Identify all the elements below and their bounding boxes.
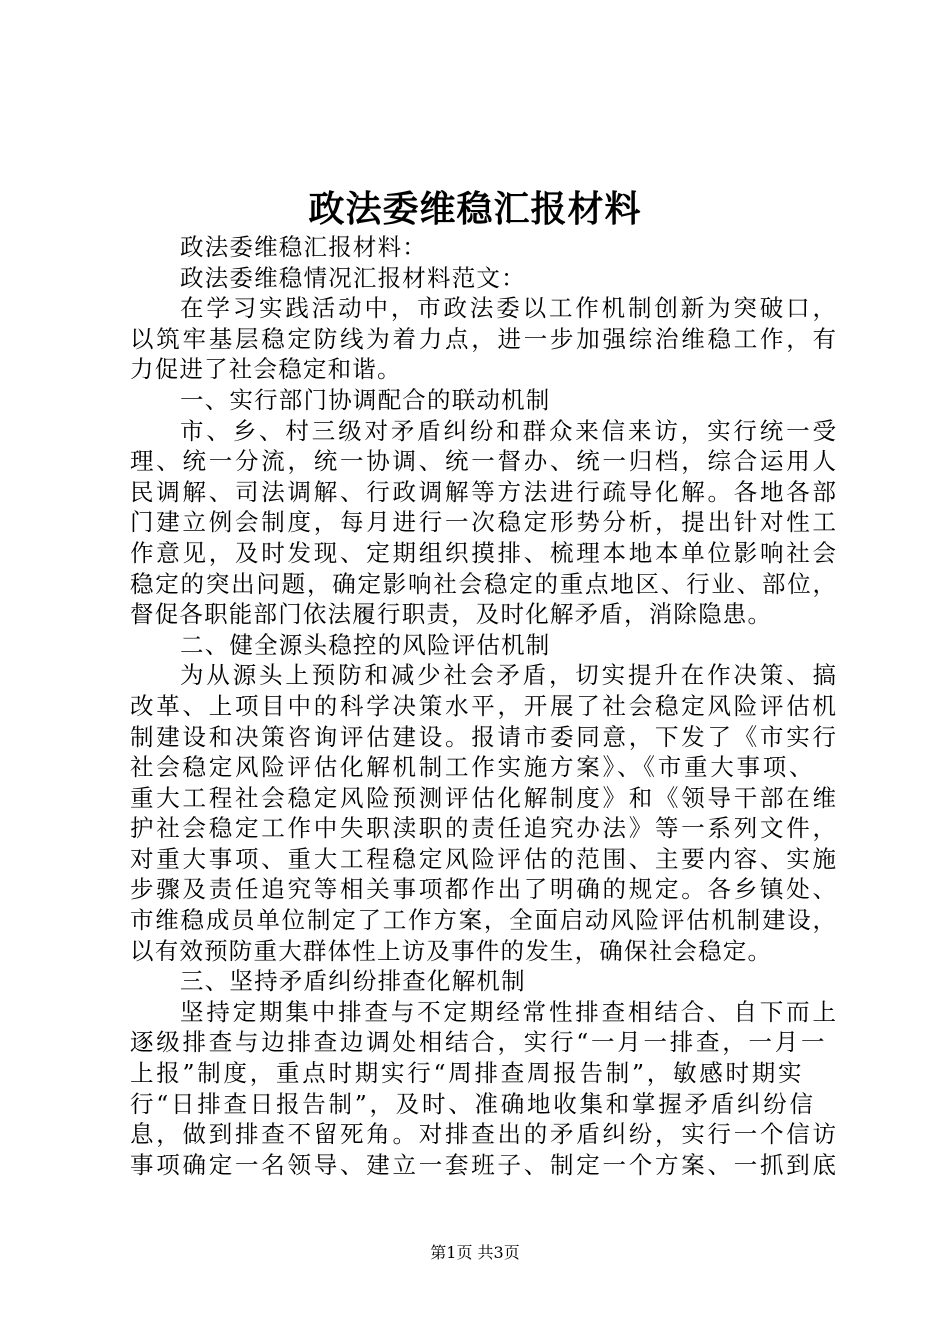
body-line: 为从源头上预防和减少社会矛盾，切实提升在作决策、搞 (180, 661, 839, 690)
body-line: 息，做到排查不留死角。对排查出的矛盾纠纷，实行一个信访 (130, 1120, 839, 1149)
body-line: 门建立例会制度，每月进行一次稳定形势分析，提出针对性工 (130, 508, 839, 537)
body-line: 督促各职能部门依法履行职责，及时化解矛盾，消除隐患。 (130, 600, 773, 629)
body-line: 护社会稳定工作中失职渎职的责任追究办法》等一系列文件， (130, 814, 839, 843)
body-line: 市、乡、村三级对矛盾纠纷和群众来信来访，实行统一受 (180, 416, 839, 445)
body-line: 力促进了社会稳定和谐。 (130, 355, 402, 384)
body-line: 一、实行部门协调配合的联动机制 (180, 385, 551, 414)
body-line: 重大工程社会稳定风险预测评估化解制度》和《领导干部在维 (130, 783, 839, 812)
body-line: 作意见，及时发现、定期组织摸排、梳理本地本单位影响社会 (130, 538, 839, 567)
body-line: 行“日排查日报告制”，及时、准确地收集和掌握矛盾纠纷信 (130, 1089, 816, 1118)
body-line: 二、健全源头稳控的风险评估机制 (180, 630, 551, 659)
body-line: 步骤及责任追究等相关事项都作出了明确的规定。各乡镇处、 (130, 875, 839, 904)
body-line: 改革、上项目中的科学决策水平，开展了社会稳定风险评估机 (130, 691, 839, 720)
body-line: 在学习实践活动中，市政法委以工作机制创新为突破口， (180, 294, 839, 323)
body-line: 逐级排查与边排查边调处相结合，实行“一月一排查，一月一 (130, 1028, 828, 1057)
body-line: 上报”制度，重点时期实行“周排查周报告制”，敏感时期实 (130, 1059, 805, 1088)
body-line: 理、统一分流，统一协调、统一督办、统一归档，综合运用人 (130, 447, 839, 476)
body-line: 以有效预防重大群体性上访及事件的发生，确保社会稳定。 (130, 936, 773, 965)
body-line: 政法委维稳情况汇报材料范文： (180, 263, 526, 292)
body-line: 民调解、司法调解、行政调解等方法进行疏导化解。各地各部 (130, 477, 839, 506)
page-footer: 第1页 共3页 (430, 1243, 520, 1262)
body-line: 事项确定一名领导、建立一套班子、制定一个方案、一抓到底 (130, 1150, 839, 1179)
body-line: 坚持定期集中排查与不定期经常性排查相结合、自下而上 (180, 997, 839, 1026)
body-line: 政法委维稳汇报材料： (180, 233, 427, 261)
body-line: 三、坚持矛盾纠纷排查化解机制 (180, 967, 526, 996)
body-line: 市维稳成员单位制定了工作方案，全面启动风险评估机制建设， (130, 906, 838, 935)
body-line: 稳定的突出问题，确定影响社会稳定的重点地区、行业、部位， (130, 569, 838, 598)
document-title: 政法委维稳汇报材料 (308, 188, 642, 230)
body-line: 制建设和决策咨询评估建设。报请市委同意，下发了《市实行 (130, 722, 839, 751)
body-line: 对重大事项、重大工程稳定风险评估的范围、主要内容、实施 (130, 844, 839, 873)
body-line: 以筑牢基层稳定防线为着力点，进一步加强综治维稳工作，有 (130, 324, 839, 353)
document-body (130, 232, 839, 1180)
body-line: 社会稳定风险评估化解机制工作实施方案》、《市重大事项、 (130, 753, 816, 782)
